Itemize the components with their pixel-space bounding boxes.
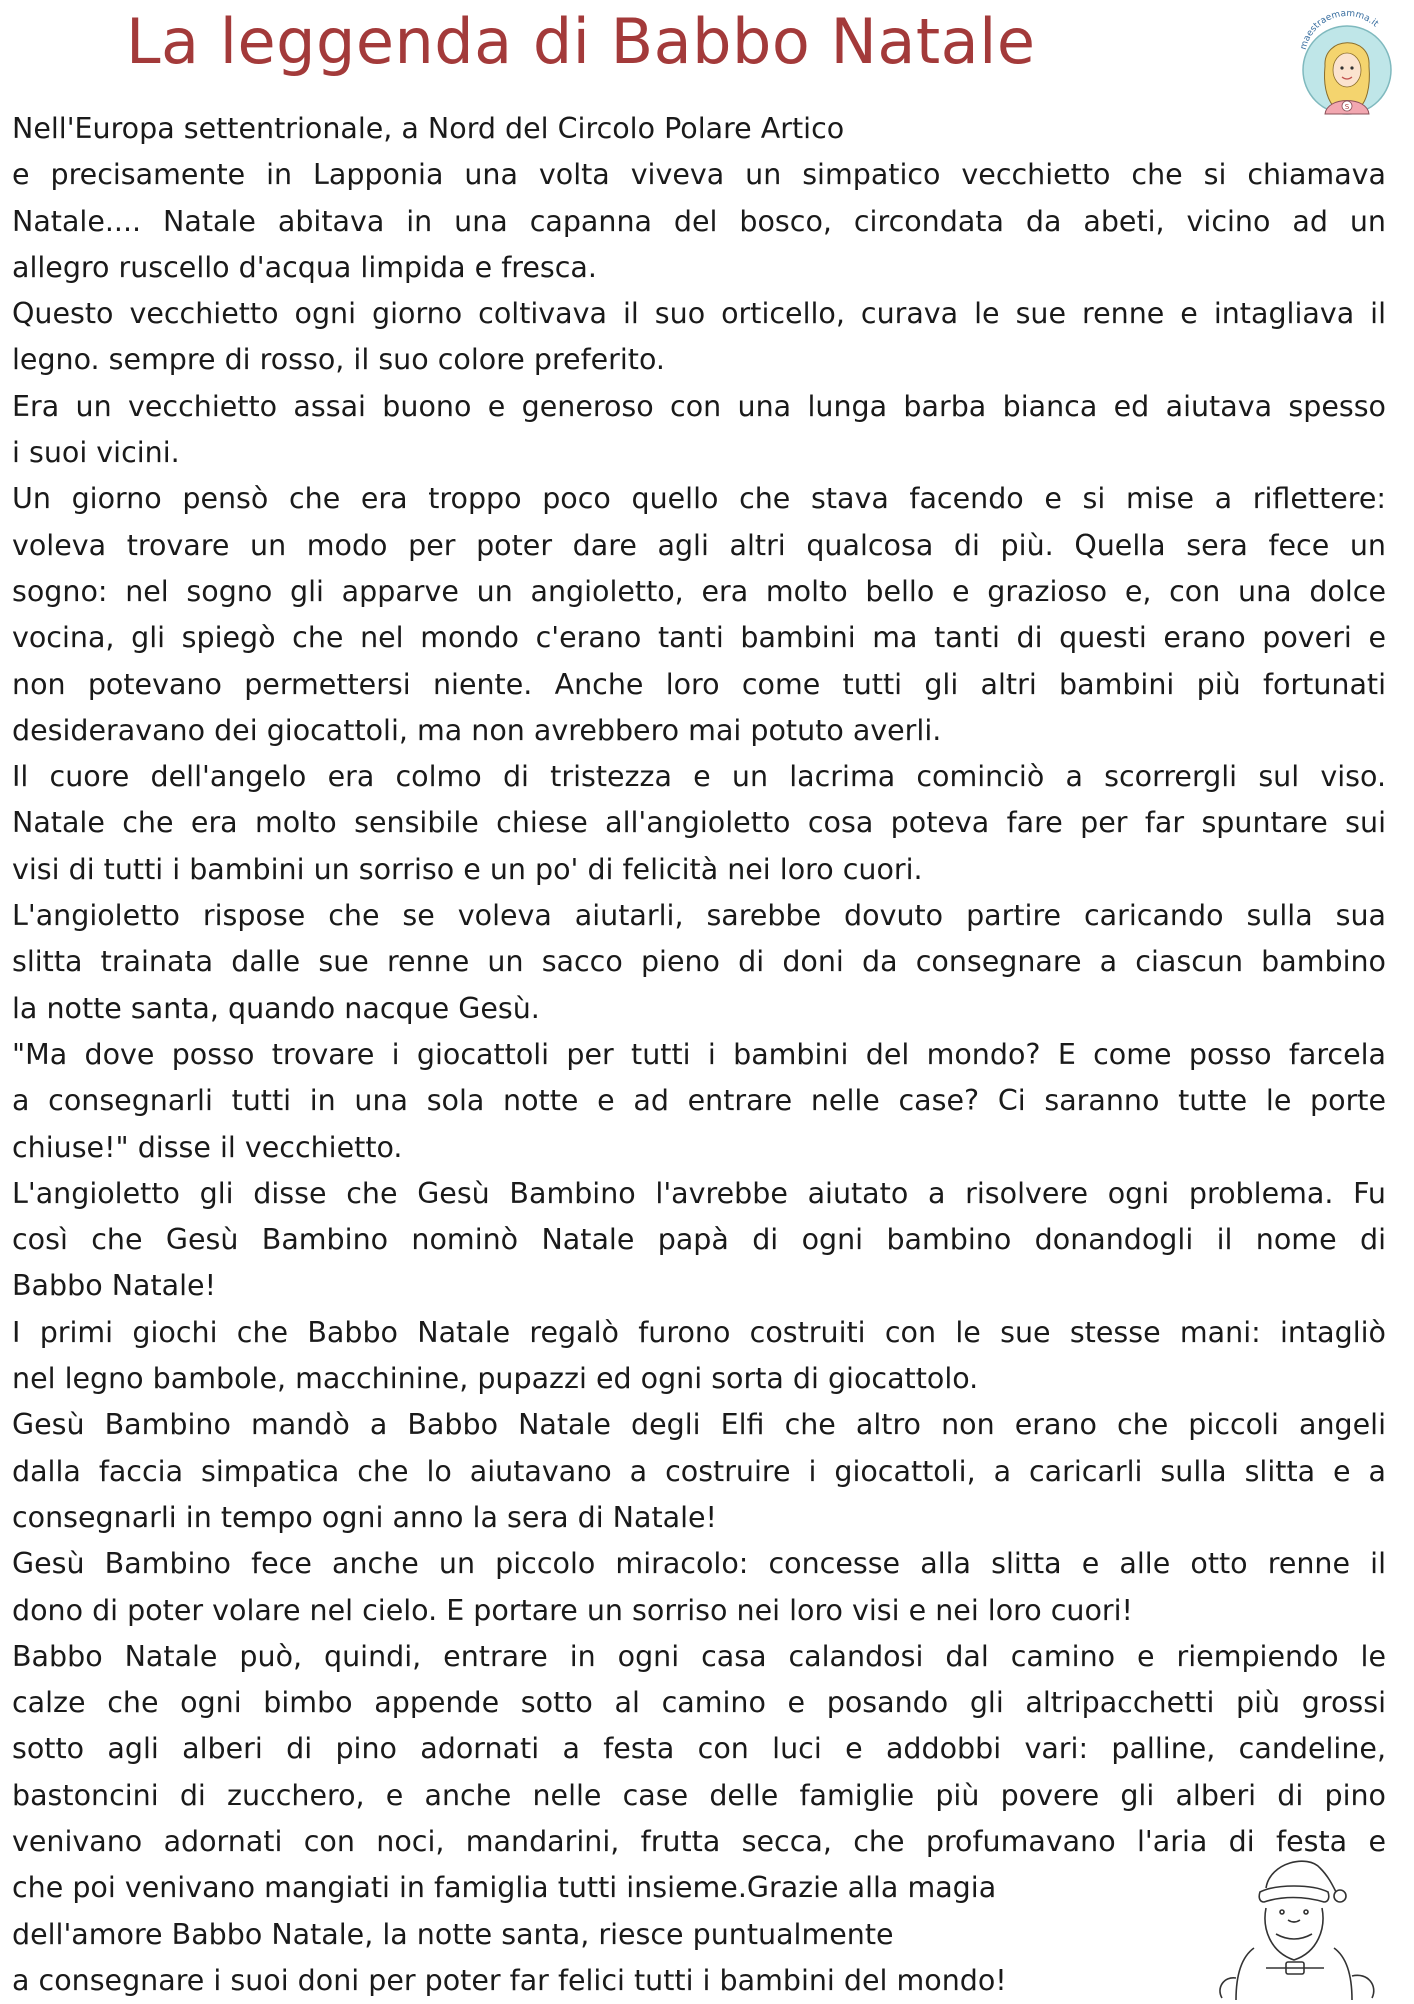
story-line: la notte santa, quando nacque Gesù. [12, 991, 540, 1025]
story-line: Un giorno pensò che era troppo poco quello che stava facendo e si mise a riflettere: [12, 482, 1386, 516]
story-line: Babbo Natale può, quindi, entrare in ogni casa calandosi dal camino e riempiendo le [12, 1639, 1386, 1673]
story-line: Gesù Bambino fece anche un piccolo miracolo: concesse alla slitta e alle otto renne il [12, 1547, 1386, 1581]
story-line: L'angioletto rispose che se voleva aiutarli, sarebbe dovuto partire caricando sulla sua [12, 899, 1386, 933]
story-line: e precisamente in Lapponia una volta viveva un simpatico vecchietto che si chiamava [12, 158, 1386, 192]
story-line: I primi giochi che Babbo Natale regalò furono costruiti con le sue stesse mani: intagliò [12, 1315, 1386, 1349]
santa-illustration [1196, 1848, 1392, 2000]
story-line: non potevano permettersi niente. Anche loro come tutti gli altri bambini più fortunati [12, 667, 1386, 701]
story-line: visi di tutti i bambini un sorriso e un po' di felicità nei loro cuori. [12, 852, 923, 886]
story-line: dell'amore Babbo Natale, la notte santa, riesce puntualmente [12, 1917, 894, 1951]
story-line: a consegnarli tutti in una sola notte e ad entrare nelle case? Ci saranno tutte le porte [12, 1084, 1386, 1118]
story-line: allegro ruscello d'acqua limpida e fresca. [12, 250, 597, 284]
logo-text: maestraemamma.it [1298, 8, 1380, 51]
story-line: Nell'Europa settentrionale, a Nord del Circolo Polare Artico [12, 112, 845, 145]
story-line: venivano adornati con noci, mandarini, frutta secca, che profumavano l'aria di festa e [12, 1824, 1386, 1858]
story-line: sotto agli alberi di pino adornati a festa con luci e addobbi vari: palline, candeline, [12, 1732, 1386, 1766]
story-line: così che Gesù Bambino nominò Natale papà di ogni bambino donandogli il nome di [12, 1223, 1386, 1257]
story-line: calze che ogni bimbo appende sotto al camino e posando gli altripacchetti più grossi [12, 1686, 1386, 1720]
story-line: nel legno bambole, macchinine, pupazzi ed ogni sorta di giocattolo. [12, 1362, 979, 1396]
story-line: chiuse!" disse il vecchietto. [12, 1130, 403, 1164]
story-line: bastoncini di zucchero, e anche nelle case delle famiglie più povere gli alberi di pino [12, 1778, 1386, 1812]
story-line: Babbo Natale! [12, 1269, 216, 1303]
story-line: legno. sempre di rosso, il suo colore preferito. [12, 343, 665, 377]
story-text [12, 106, 1386, 2004]
story-line: dono di poter volare nel cielo. E portare un sorriso nei loro visi e nei loro cuori! [12, 1593, 1133, 1627]
story-line: L'angioletto gli disse che Gesù Bambino l'avrebbe aiutato a risolvere ogni problema. Fu [12, 1176, 1386, 1210]
story-line: che poi venivano mangiati in famiglia tutti insieme.Grazie alla magia [12, 1871, 997, 1905]
story-line: consegnarli in tempo ogni anno la sera di Natale! [12, 1500, 717, 1534]
story-line: voleva trovare un modo per poter dare agli altri qualcosa di più. Quella sera fece un [12, 528, 1386, 562]
page-title: La leggenda di Babbo Natale [126, 5, 1036, 78]
story-line: vocina, gli spiegò che nel mondo c'erano tanti bambini ma tanti di questi erano poveri e [12, 621, 1386, 655]
story-line: Il cuore dell'angelo era colmo di tristezza e un lacrima cominciò a scorrergli sul viso. [12, 760, 1386, 794]
story-line: sogno: nel sogno gli apparve un angioletto, era molto bello e grazioso e, con una dolce [12, 574, 1386, 608]
story-line: Natale che era molto sensibile chiese all'angioletto cosa poteva fare per far spuntare sui [12, 806, 1386, 840]
svg-text:S: S [1344, 103, 1350, 111]
story-line: dalla faccia simpatica che lo aiutavano a costruire i giocattoli, a caricarli sulla slitta e a [12, 1454, 1386, 1488]
story-line: slitta trainata dalle sue renne un sacco pieno di doni da consegnare a ciascun bambino [12, 945, 1386, 979]
story-line: i suoi vicini. [12, 436, 180, 470]
story-line: Natale.... Natale abitava in una capanna del bosco, circondata da abeti, vicino ad un [12, 204, 1386, 238]
story-line: "Ma dove posso trovare i giocattoli per tutti i bambini del mondo? E come posso farcela [12, 1037, 1386, 1071]
story-line: Questo vecchietto ogni giorno coltivava il suo orticello, curava le sue renne e intagliava il [12, 297, 1386, 331]
story-line: desideravano dei giocattoli, ma non avrebbero mai potuto averli. [12, 713, 942, 747]
story-line: Gesù Bambino mandò a Babbo Natale degli Elfi che altro non erano che piccoli angeli [12, 1408, 1386, 1442]
santa-claus-outline-icon [1196, 1848, 1392, 2000]
story-line: Era un vecchietto assai buono e generoso con una lunga barba bianca ed aiutava spesso [12, 389, 1386, 423]
story-line: a consegnare i suoi doni per poter far felici tutti i bambini del mondo! [12, 1963, 1007, 1997]
